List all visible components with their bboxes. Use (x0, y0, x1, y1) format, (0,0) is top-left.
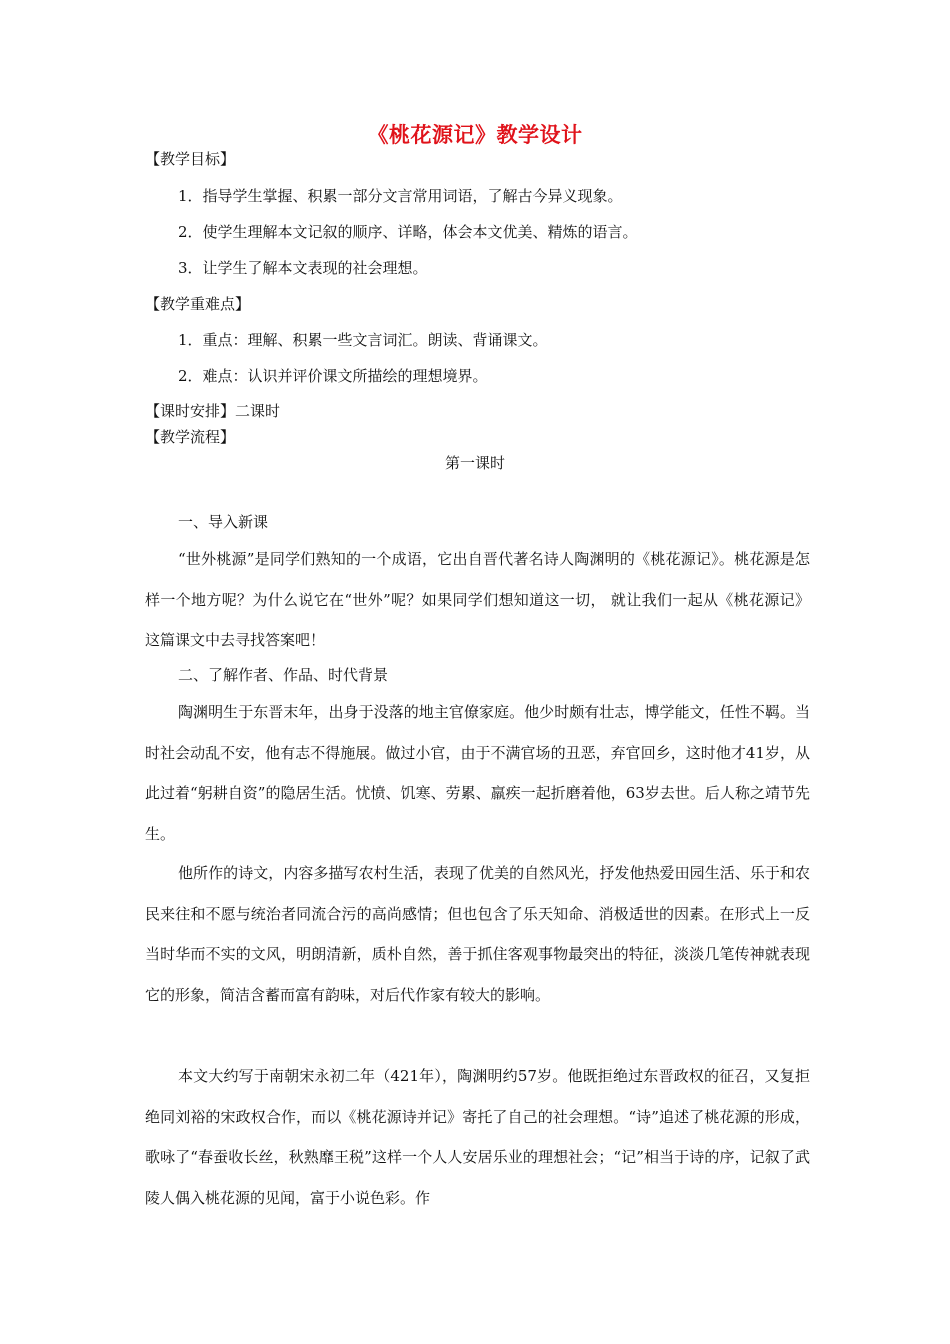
part1-paragraph: “世外桃源”是同学们熟知的一个成语，它出自晋代著名诗人陶渊明的《桃花源记》。桃花源是怎样一个地方呢？为什么说它在“世外”呢？如果同学们想知道这一切， 就让我们一起从《桃花源记》这篇课文中去寻找答案吧！ (145, 550, 810, 649)
objectives-heading: 【教学目标】 (145, 150, 236, 168)
objective-item-3: 3．让学生了解本文表现的社会理想。 (178, 259, 428, 277)
objective-item-2: 2．使学生理解本文记叙的顺序、详略，体会本文优美、精炼的语言。 (178, 223, 638, 241)
keypoint-item-2: 2．难点：认识并评价课文所描绘的理想境界。 (178, 367, 488, 385)
keypoints-heading: 【教学重难点】 (145, 295, 251, 313)
process-heading: 【教学流程】 (145, 428, 236, 446)
document-title: 《桃花源记》教学设计 (367, 122, 583, 147)
part2-paragraph-3: 本文大约写于南朝宋永初二年（421年），陶渊明约57岁。他既拒绝过东晋政权的征召，又复拒绝同刘裕的宋政权合作，而以《桃花源诗并记》寄托了自己的社会理想。“诗”追述了桃花源的形成，歌咏了“春蚕收长丝，秋熟靡王税”这样一个人人安居乐业的理想社会；“记”相当于诗的序，记叙了武陵人偶入桃花源的见闻，富于小说色彩。作 (145, 1067, 810, 1207)
part2-heading: 二、了解作者、作品、时代背景 (178, 666, 389, 684)
part2-paragraph-2: 他所作的诗文，内容多描写农村生活，表现了优美的自然风光，抒发他热爱田园生活、乐于和农民来往和不愿与统治者同流合污的高尚感情；但也包含了乐天知命、消极适世的因素。在形式上一反当时华而不实的文风，明朗清新，质朴自然，善于抓住客观事物最突出的特征，淡淡几笔传神就表现它的形象，简洁含蓄而富有韵味，对后代作家有较大的影响。 (145, 864, 810, 1004)
part2-paragraph-1: 陶渊明生于东晋末年，出身于没落的地主官僚家庭。他少时颇有壮志，博学能文，任性不羁。当时社会动乱不安，他有志不得施展。做过小官，由于不满官场的丑恶，弃官回乡，这时他才41岁，从此过着“躬耕自资”的隐居生活。忧愤、饥寒、劳累、羸疾一起折磨着他，63岁去世。后人称之靖节先生。 (145, 703, 810, 843)
objective-item-1: 1．指导学生掌握、积累一部分文言常用词语，了解古今异义现象。 (178, 187, 623, 205)
schedule-line: 【课时安排】二课时 (145, 402, 281, 420)
part1-heading: 一、导入新课 (178, 513, 269, 531)
lesson-title: 第一课时 (444, 454, 505, 472)
keypoint-item-1: 1．重点：理解、积累一些文言词汇。朗读、背诵课文。 (178, 331, 548, 349)
